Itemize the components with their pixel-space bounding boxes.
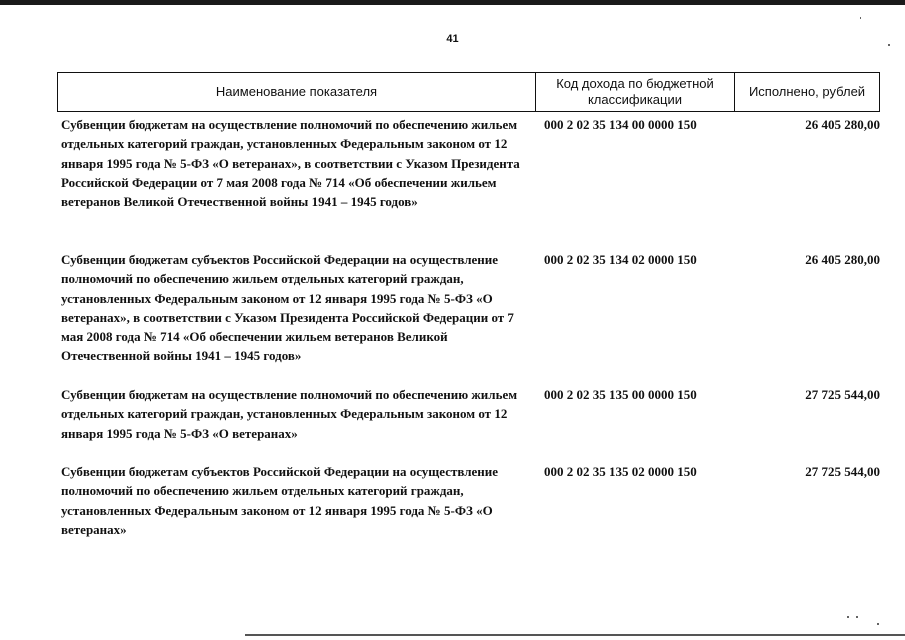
row-name: Субвенции бюджетам субъектов Российской Федерации на осуществление полномочий по обеспечению жильем отдельных категорий граждан, установленных Федеральным законом от 12 января 1995 года № 5-ФЗ «О ветеранах», в соответствии с Указом Президента Российской Федерации от 7 мая 2008 года № 714 «Об обеспечении жильем ветеранов Великой Отечественной войны 1941 – 1945 годов»: [61, 252, 514, 364]
row-amount: 26 405 280,00: [805, 117, 880, 132]
row-code: 000 2 02 35 134 00 0000 150: [544, 117, 697, 132]
row-name: Субвенции бюджетам на осуществление полномочий по обеспечению жильем отдельных категорий граждан, установленных Федеральным законом от 12 января 1995 года № 5-ФЗ «О ветеранах»: [61, 387, 518, 441]
row-name: Субвенции бюджетам на осуществление полномочий по обеспечению жильем отдельных категорий граждан, установленных Федеральным законом от 12 января 1995 года № 5-ФЗ «О ветеранах», в соответствии с Указом Президента Российской Федерации от 7 мая 2008 года № 714 «Об обеспечении жильем ветеранов Великой Отечественной войны 1941 – 1945 годов»: [61, 117, 520, 210]
scan-speck: [856, 616, 858, 618]
header-code: Код дохода по бюджетной классификации: [536, 73, 735, 111]
scan-speck: [877, 623, 879, 625]
row-code: 000 2 02 35 134 02 0000 150: [544, 252, 697, 267]
scan-speck: [860, 17, 861, 19]
row-code: 000 2 02 35 135 00 0000 150: [544, 387, 697, 402]
page-number: 41: [446, 33, 459, 45]
scan-speck: [847, 616, 849, 618]
row-name: Субвенции бюджетам субъектов Российской Федерации на осуществление полномочий по обеспечению жильем отдельных категорий граждан, установленных Федеральным законом от 12 января 1995 года № 5-ФЗ «О ветеранах»: [61, 464, 499, 537]
header-name: Наименование показателя: [58, 73, 536, 111]
bottom-border-rule: [245, 634, 905, 636]
header-amount: Исполнено, рублей: [748, 84, 866, 99]
scan-speck: [888, 44, 890, 46]
top-border-rule: [0, 0, 905, 5]
row-code: 000 2 02 35 135 02 0000 150: [544, 464, 697, 479]
row-amount: 27 725 544,00: [805, 464, 880, 479]
row-amount: 26 405 280,00: [805, 252, 880, 267]
row-amount: 27 725 544,00: [805, 387, 880, 402]
table-header: [57, 72, 880, 112]
